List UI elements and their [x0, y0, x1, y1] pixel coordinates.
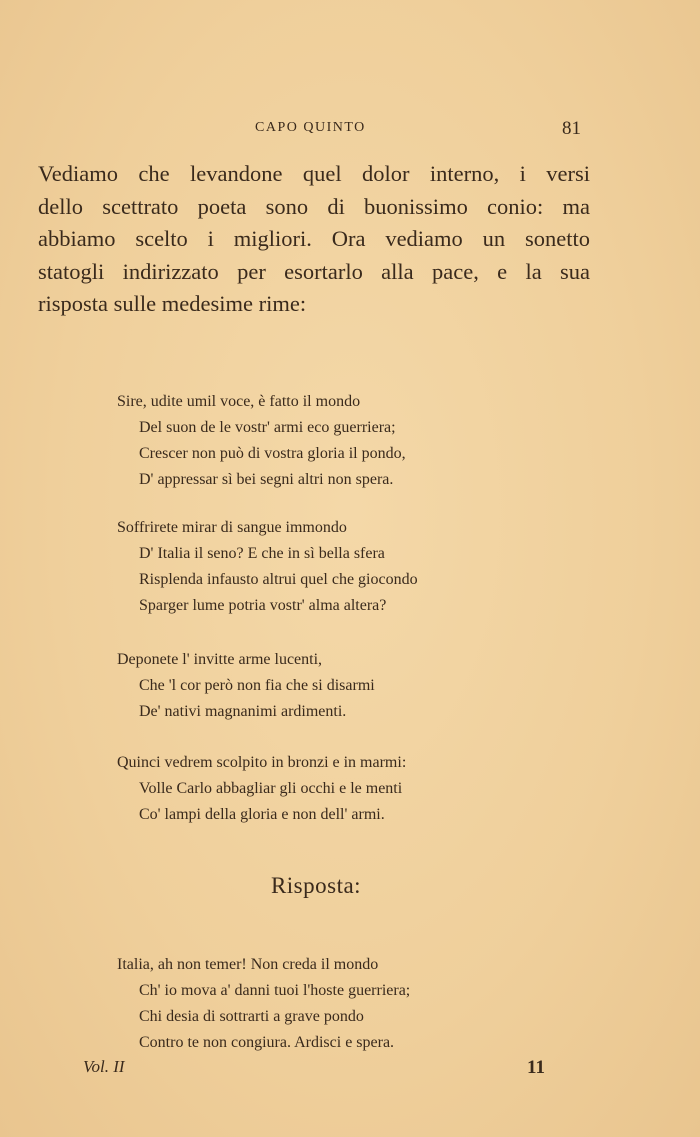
verse-line: D' appressar sì bei segni altri non spera. — [139, 471, 394, 488]
verse-line: Sparger lume potria vostr' alma altera? — [139, 597, 387, 614]
verse-line: D' Italia il seno? E che in sì bella sfera — [139, 545, 385, 562]
sonnet-stanza-4 — [117, 750, 517, 828]
verse-line: Chi desia di sottrarti a grave pondo — [139, 1008, 364, 1025]
verse-line: De' nativi magnanimi ardimenti. — [139, 703, 347, 720]
verse-line: Crescer non può di vostra gloria il pondo, — [139, 445, 406, 462]
verse-line: Soffrirete mirar di sangue immondo — [117, 519, 347, 536]
verse-line: Risplenda infausto altrui quel che giocondo — [139, 571, 418, 588]
verse-line: Che 'l cor però non fia che si disarmi — [139, 677, 375, 694]
prose-line: Vediamo che levandone quel dolor interno, i versi — [38, 161, 590, 186]
verse-line: Italia, ah non temer! Non creda il mondo — [117, 956, 379, 973]
verse-line: Volle Carlo abbagliar gli occhi e le menti — [139, 780, 403, 797]
prose-line: statogli indirizzato per esortarlo alla pace, e la sua — [38, 258, 590, 284]
sonnet-stanza-1 — [117, 389, 517, 493]
verse-line: Sire, udite umil voce, è fatto il mondo — [117, 393, 361, 410]
running-header — [0, 118, 700, 142]
prose-paragraph — [38, 158, 590, 321]
verse-line: Del suon de le vostr' armi eco guerriera; — [139, 419, 396, 436]
running-title: CAPO QUINTO — [255, 120, 366, 135]
prose-line: risposta sulle medesime rime: — [38, 291, 307, 316]
verse-line: Co' lampi della gloria e non dell' armi. — [139, 806, 385, 823]
verse-line: Quinci vedrem scolpito in bronzi e in marmi: — [117, 754, 407, 771]
verse-line: Contro te non congiura. Ardisci e spera. — [139, 1034, 395, 1051]
prose-line: dello scettrato poeta sono di buonissimo conio: ma — [38, 193, 590, 219]
risposta-stanza — [117, 952, 517, 1056]
volume-label: Vol. II — [83, 1057, 125, 1076]
risposta-heading: Risposta: — [270, 873, 362, 898]
verse-line: Deponete l' invitte arme lucenti, — [117, 651, 323, 668]
prose-line: abbiamo scelto i migliori. Ora vediamo un sonetto — [38, 226, 590, 251]
verse-line: Ch' io mova a' danni tuoi l'hoste guerriera; — [139, 982, 411, 999]
sonnet-stanza-2 — [117, 515, 517, 619]
signature-mark: 11 — [527, 1057, 545, 1078]
sonnet-stanza-3 — [117, 647, 517, 725]
page-number: 81 — [562, 118, 581, 139]
